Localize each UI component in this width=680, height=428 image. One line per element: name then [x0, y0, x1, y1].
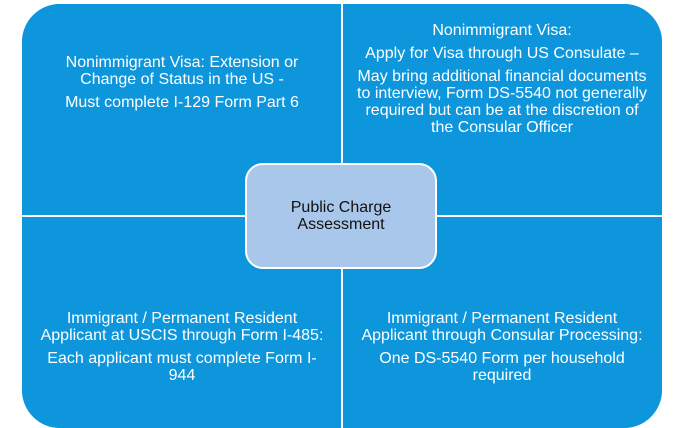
quadrant-heading: Nonimmigrant Visa: Extension or Change of Status in the US - — [65, 53, 299, 88]
quadrant-detail: One DS-5540 Form per household required — [379, 350, 625, 384]
quadrant-detail: Must complete I-129 Form Part 6 — [65, 93, 299, 111]
quadrant-detail: Each applicant must complete Form I-944 — [47, 350, 317, 384]
quadrant-detail: May bring additional financial documents to interview, Form DS-5540 not generally required but can be at the discretion of the Consular Officer — [357, 68, 647, 136]
center-node — [245, 163, 437, 269]
quadrant-heading: Immigrant / Permanent Resident Applicant through Consular Processing: — [361, 310, 643, 344]
quadrant-subheading: Apply for Visa through US Consulate – — [365, 45, 639, 62]
center-label: Public Charge Assessment — [290, 199, 392, 233]
quadrant-heading: Nonimmigrant Visa: — [432, 22, 572, 39]
quadrant-heading: Immigrant / Permanent Resident Applicant at USCIS through Form I-485: — [40, 310, 324, 344]
